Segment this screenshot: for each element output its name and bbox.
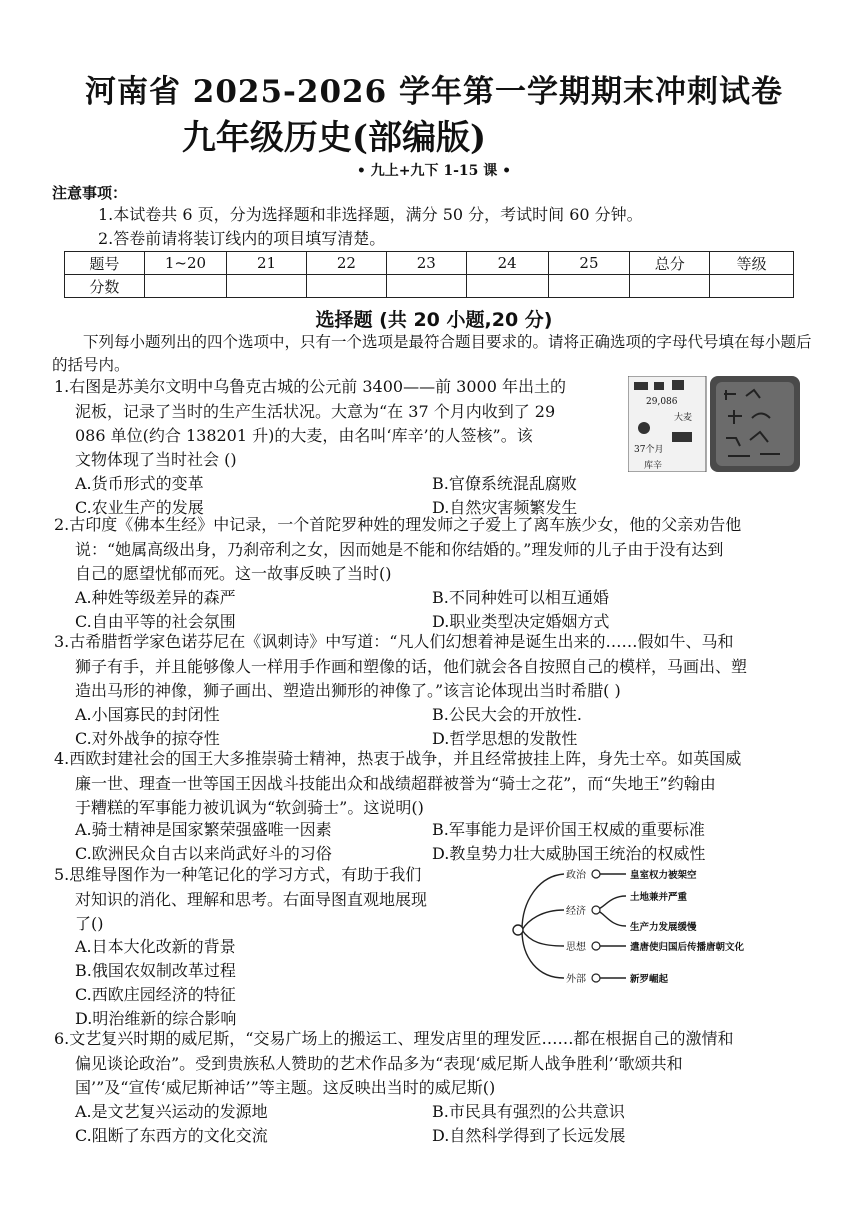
score-cell: 等级 [710,252,794,275]
score-table [64,251,794,298]
section-intro: 下列每小题列出的四个选项中，只有一个选项是最符合题目要求的。请将正确选项的字母代号填在每小题后的括号内。 [52,333,812,374]
score-cell: 21 [227,252,307,275]
mindmap-leaf: 遣唐使归国后传播唐朝文化 [630,942,745,953]
question-1-option-d[interactable]: D.自然灾害频繁发生 [432,498,578,517]
question-3-line: 造出马形的神像，狮子画出、塑造出狮形的神像了。”该言论体现出当时希腊( ) [75,681,621,700]
mindmap-diagram [508,862,778,986]
score-cell: 总分 [630,252,710,275]
score-cell: 24 [466,252,548,275]
score-input-cell[interactable] [386,275,466,298]
mindmap-branch-politics: 政治 [566,870,586,881]
notice-item: 1.本试卷共 6 页，分为选择题和非选择题，满分 50 分，考试时间 60 分钟。 [98,205,643,224]
question-4-option-b[interactable]: B.军事能力是评价国王权威的重要标准 [432,820,705,839]
question-1-option-b[interactable]: B.官僚系统混乱腐败 [432,474,577,493]
tablet-label-months: 37个月 [634,445,664,455]
mindmap-leaf: 生产力发展缓慢 [630,922,697,933]
question-2-line: 说：“她属高级出身，乃刹帝利之女，因而她是不能和你结婚的。”理发师的儿子由于没有达到 [75,540,724,559]
question-4-line: 4.西欧封建社会的国王大多推崇骑士精神，热衷于战争，并且经常披挂上阵，身先士卒。如英国威 [54,749,742,768]
question-6-line: 偏见谈论政治”。受到贵族私人赞助的艺术作品多为“表现‘威尼斯人战争胜利’‘歌颂共和 [75,1054,683,1073]
question-2-option-b[interactable]: B.不同种姓可以相互通婚 [432,588,609,607]
score-cell: 25 [548,252,630,275]
score-input-cell[interactable] [144,275,226,298]
score-table-score-row [65,275,794,298]
question-3-option-b[interactable]: B.公民大会的开放性. [432,705,582,724]
question-2-option-d[interactable]: D.职业类型决定婚姻方式 [432,612,610,631]
question-4-line: 廉一世、理查一世等国王因战斗技能出众和战绩超群被誉为“骑士之花”，而“失地王”约翰由 [75,774,716,793]
mindmap-branch-economy: 经济 [566,906,586,917]
score-cell: 23 [386,252,466,275]
question-2-option-c[interactable]: C.自由平等的社会氛围 [75,612,236,631]
question-3-option-c[interactable]: C.对外战争的掠夺性 [75,729,220,748]
score-input-cell[interactable] [710,275,794,298]
question-5-line: 对知识的消化、理解和思考。右面导图直观地展现 [75,890,428,909]
mindmap-branch-external: 外部 [566,974,586,985]
question-1-line: 086 单位(约合 138201 升)的大麦，由名叫‘库辛’的人签核”。该 [75,426,533,445]
mindmap-root-node [513,925,523,935]
question-3-option-d[interactable]: D.哲学思想的发散性 [432,729,578,748]
question-6-option-d[interactable]: D.自然科学得到了长远发展 [432,1126,626,1145]
score-input-cell[interactable] [548,275,630,298]
score-input-cell[interactable] [630,275,710,298]
question-4-option-c[interactable]: C.欧洲民众自古以来尚武好斗的习俗 [75,844,332,863]
mindmap-branch-thought: 思想 [566,942,586,953]
question-3-line: 3.古希腊哲学家色诺芬尼在《讽刺诗》中写道：“凡人们幻想着神是诞生出来的……假如牛、马和 [54,632,734,651]
question-6-option-b[interactable]: B.市民具有强烈的公共意识 [432,1102,625,1121]
tablet-label-barley: 大麦 [674,413,693,423]
question-6-line: 国’”及“宣传‘威尼斯神话’”等主题。这反映出当时的威尼斯() [75,1078,496,1097]
question-4-option-a[interactable]: A.骑士精神是国家繁荣强盛唯一因素 [75,820,332,839]
exam-subtitle: 九年级历史(部编版) [181,118,487,158]
clay-tablet-image [628,376,800,472]
score-cell: 题号 [65,252,145,275]
question-4-line: 于糟糕的军事能力被讥讽为“软剑骑士”。这说明() [75,798,424,817]
question-5-option-d[interactable]: D.明治维新的综合影响 [75,1009,237,1028]
question-6-option-c[interactable]: C.阻断了东西方的文化交流 [75,1126,268,1145]
question-4-option-d[interactable]: D.教皇势力壮大威胁国王统治的权威性 [432,844,706,863]
question-5-line: 了() [75,914,104,933]
score-cell: 1~20 [144,252,226,275]
question-3-option-a[interactable]: A.小国寡民的封闭性 [75,705,220,724]
question-2-line: 2.古印度《佛本生经》中记录，一个首陀罗种姓的理发师之子爱上了离车族少女，他的父亲劝告他 [54,515,742,534]
notice-item: 2.答卷前请将装订线内的项目填写清楚。 [98,229,386,248]
question-1-line: 泥板，记录了当时的生产生活状况。大意为“在 37 个月内收到了 29 [75,402,556,421]
question-1-line: 1.右图是苏美尔文明中乌鲁克古城的公元前 3400——前 3000 年出土的 [54,377,566,396]
question-1-line: 文物体现了当时社会 () [75,450,237,469]
mindmap-leaf: 土地兼并严重 [630,892,688,903]
question-2-option-a[interactable]: A.种姓等级差异的森严 [75,588,236,607]
question-5-option-a[interactable]: A.日本大化改新的背景 [75,937,236,956]
mindmap-leaf: 皇室权力被架空 [630,870,697,881]
tablet-label-kushim: 库辛 [644,461,663,471]
score-input-cell[interactable] [466,275,548,298]
score-table-header-row [65,252,794,275]
question-6-line: 6.文艺复兴时期的威尼斯，“交易广场上的搬运工、理发店里的理发匠……都在根据自己的激情和 [54,1029,734,1048]
tablet-label-number: 29,086 [646,397,678,407]
exam-title: 河南省 2025-2026 学年第一学期期末冲刺试卷 [84,74,783,110]
question-3-line: 狮子有手，并且能够像人一样用手作画和塑像的话，他们就会各自按照自己的模样，马画出、塑 [75,657,748,676]
notice-heading: 注意事项： [52,184,128,202]
score-input-cell[interactable] [306,275,386,298]
exam-scope: • 九上+九下 1-15 课 • [356,163,512,179]
question-5-option-c[interactable]: C.西欧庄园经济的特征 [75,985,236,1004]
score-row-label: 分数 [65,275,145,298]
question-1-option-c[interactable]: C.农业生产的发展 [75,498,204,517]
question-6-option-a[interactable]: A.是文艺复兴运动的发源地 [75,1102,268,1121]
score-input-cell[interactable] [227,275,307,298]
mindmap-leaf: 新罗崛起 [630,974,669,985]
question-5-option-b[interactable]: B.俄国农奴制改革过程 [75,961,236,980]
question-2-line: 自己的愿望忧郁而死。这一故事反映了当时() [75,564,392,583]
section-heading: 选择题 (共 20 小题,20 分) [315,309,553,331]
score-cell: 22 [306,252,386,275]
question-5-line: 5.思维导图作为一种笔记化的学习方式，有助于我们 [54,865,422,884]
question-1-option-a[interactable]: A.货币形式的变革 [75,474,204,493]
